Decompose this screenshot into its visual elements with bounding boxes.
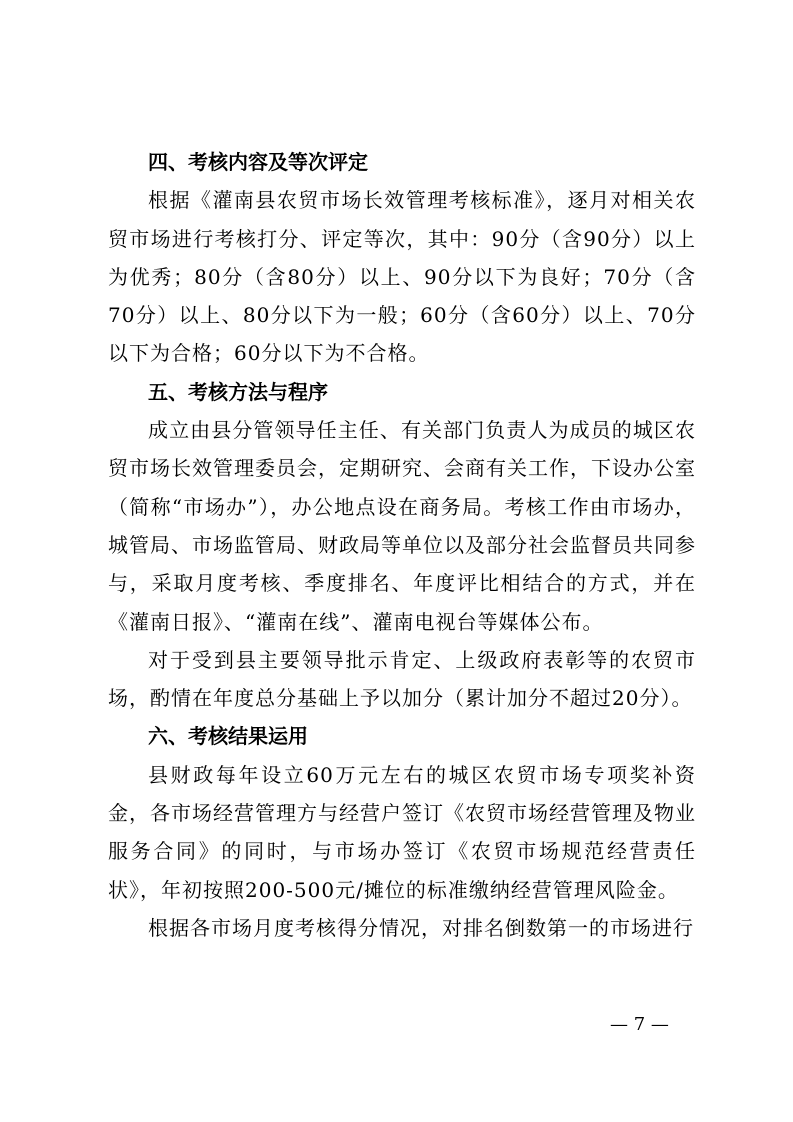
paragraph: 成立由县分管领导任主任、有关部门负责人为成员的城区农贸市场长效管理委员会，定期研究、会商有关工作，下设办公室（简称“市场办”），办公地点设在商务局。考核工作由市场办，城管局、市场监管局、财政局等单位以及部分社会监督员共同参与，采取月度考核、季度排名、年度评比相结合的方式，并在《灌南日报》、“灌南在线”、灌南电视台等媒体公布。 bbox=[108, 418, 696, 634]
document-body bbox=[108, 143, 696, 947]
section-heading: 六、考核结果运用 bbox=[148, 724, 308, 749]
paragraph: 县财政每年设立60万元左右的城区农贸市场专项奖补资金，各市场经营管理方与经营户签订《农贸市场经营管理及物业服务合同》的同时，与市场办签订《农贸市场规范经营责任状》，年初按照200-500元/摊位的标准缴纳经营管理风险金。 bbox=[108, 762, 696, 902]
paragraph: 根据《灌南县农贸市场长效管理考核标准》，逐月对相关农贸市场进行考核打分、评定等次，其中：90分（含90分）以上为优秀；80分（含80分）以上、90分以下为良好；70分（含70分）以上、80分以下为一般；60分（含60分）以上、70分以下为合格；60分以下为不合格。 bbox=[108, 188, 696, 366]
paragraph: 对于受到县主要领导批示肯定、上级政府表彰等的农贸市场，酌情在年度总分基础上予以加分（累计加分不超过20分）。 bbox=[108, 647, 696, 711]
section-heading: 四、考核内容及等次评定 bbox=[148, 150, 368, 174]
paragraph: 根据各市场月度考核得分情况，对排名倒数第一的市场进行 bbox=[148, 915, 694, 940]
section-heading: 五、考核方法与程序 bbox=[148, 379, 328, 404]
page-number: — 7 — bbox=[610, 1014, 669, 1035]
